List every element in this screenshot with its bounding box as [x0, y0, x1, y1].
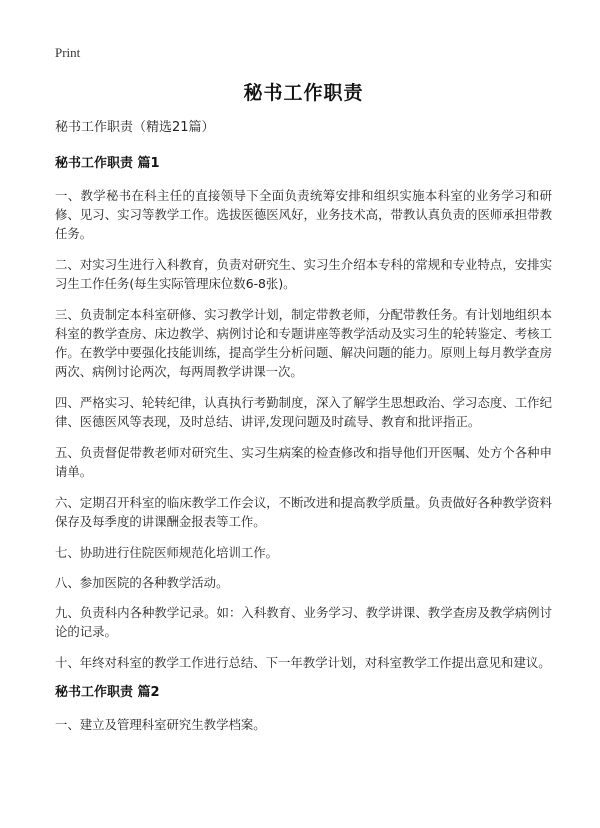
paragraph: 八、参加医院的各种教学活动。 [55, 575, 229, 590]
paragraph: 五、负责督促带教老师对研究生、实习生病案的检查修改和指导他们开医嘱、处方个各种申请单。 [55, 445, 552, 479]
paragraph: 四、严格实习、轮转纪律，认真执行考勤制度，深入了解学生思想政治、学习态度、工作纪律、医德医风等表现，及时总结、讲评,发现问题及时疏导、教育和批评指正。 [55, 395, 552, 429]
paragraph: 九、负责科内各种教学记录。如：入科教育、业务学习、教学讲课、教学查房及教学病例讨论的记录。 [55, 605, 552, 639]
paragraph: 二、对实习生进行入科教育，负责对研究生、实习生介绍本专科的常规和专业特点，安排实习生工作任务(每生实际管理床位数6-8张)。 [55, 257, 552, 291]
section-heading: 秘书工作职责 篇2 [55, 685, 160, 700]
paragraph: 三、负责制定本科室研修、实习教学计划，制定带教老师，分配带教任务。有计划地组织本科室的教学查房、床边教学、病例讨论和专题讲座等教学活动及实习生的轮转鉴定、考核工作。在教学中要强化技能训练，提高学生分析问题、解决问题的能力。原则上每月教学查房两次、病例讨论两次，每两周教学讲课一次。 [55, 307, 552, 379]
section-heading: 秘书工作职责 篇1 [55, 156, 160, 171]
paragraph: 一、教学秘书在科主任的直接领导下全面负责统筹安排和组织实施本科室的业务学习和研修、见习、实习等教学工作。选拔医德医风好，业务技术高，带教认真负责的医师承担带教任务。 [55, 188, 552, 241]
paragraph: 六、定期召开科室的临床教学工作会议，不断改进和提高教学质量。负责做好各种教学资料保存及每季度的讲课酬金报表等工作。 [55, 495, 552, 529]
print-link[interactable]: Print [55, 45, 81, 60]
document-body [55, 78, 552, 746]
paragraph: 一、建立及管理科室研究生教学档案。 [55, 717, 266, 732]
section-1 [55, 155, 552, 672]
paragraph: 十、年终对科室的教学工作进行总结、下一年教学计划，对科室教学工作提出意见和建议。 [55, 655, 551, 670]
document-subtitle: 秘书工作职责（精选21篇） [55, 120, 215, 135]
paragraph: 七、协助进行住院医师规范化培训工作。 [55, 545, 279, 560]
section-2 [55, 684, 552, 734]
page-title: 秘书工作职责 [243, 82, 364, 104]
